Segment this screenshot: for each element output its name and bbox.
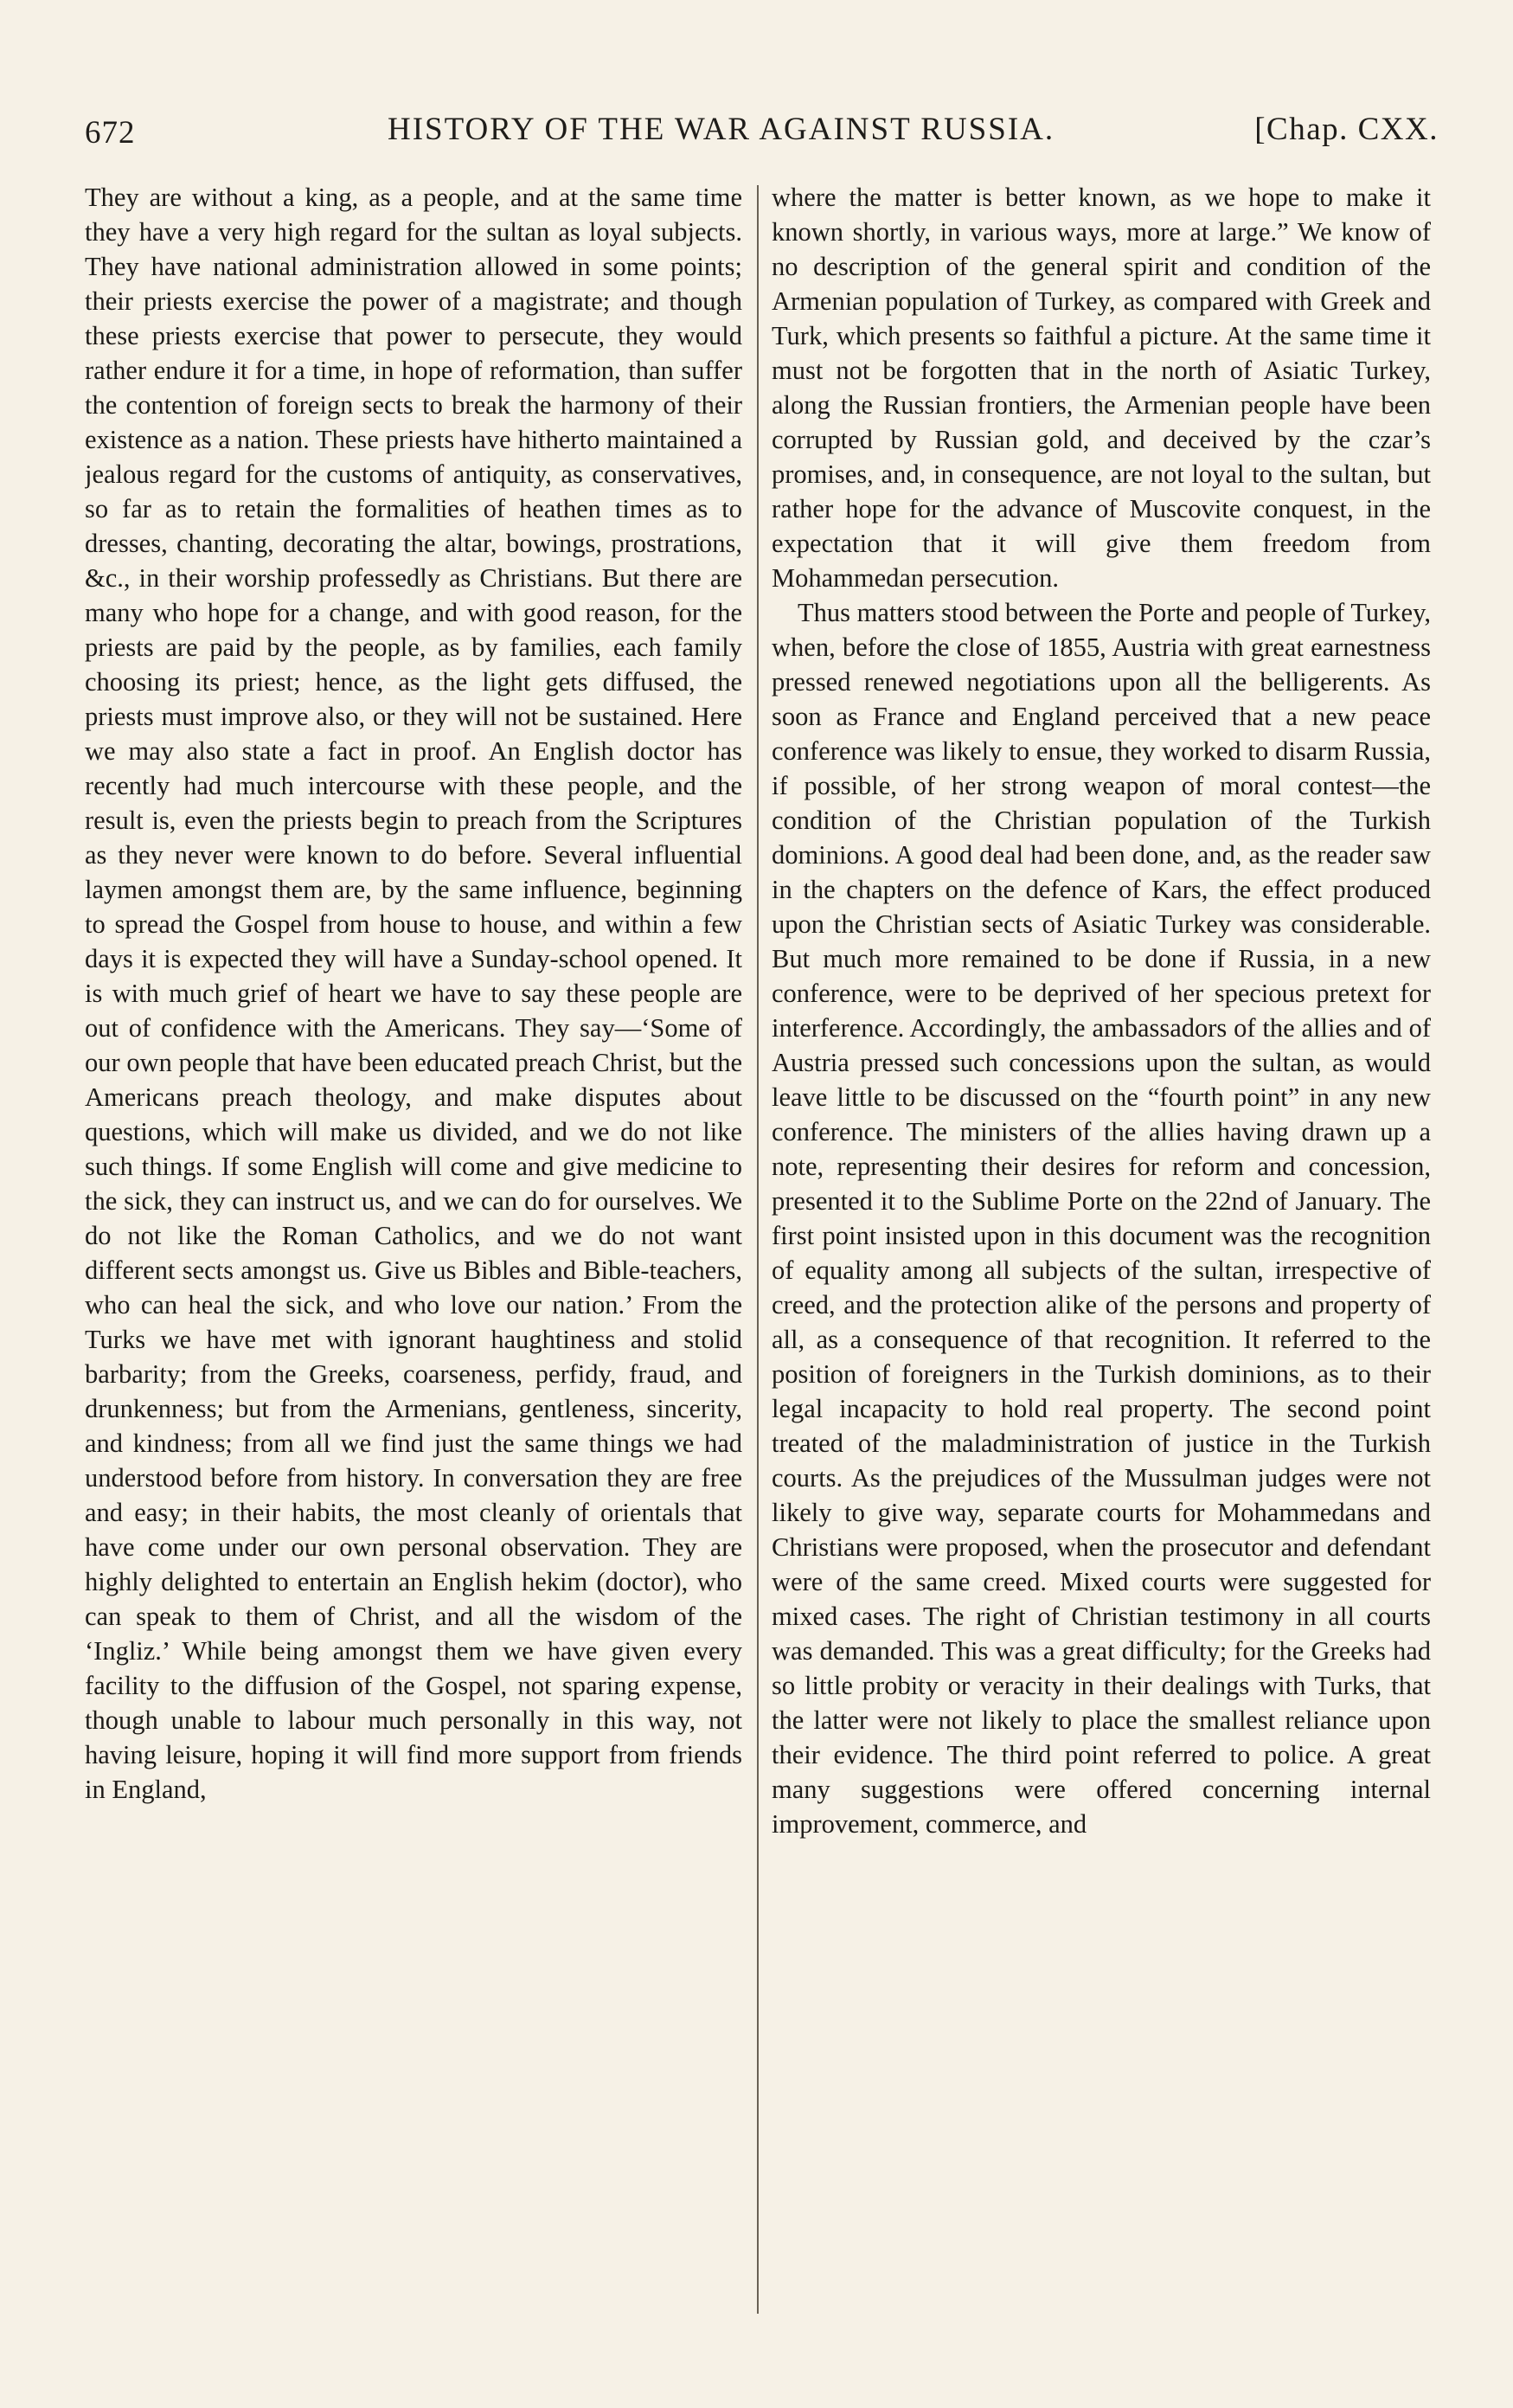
left-column — [85, 180, 742, 2317]
chapter-label: [Chap. CXX. — [1254, 112, 1439, 147]
left-paragraph-1: They are without a king, as a people, and at the same time they have a very high regard for the sultan as loyal subjects. They have national administration allowed in some points; their priests exercise the power of a magistrate; and though these priests exercise that power to persecute, they would rather endure it for a time, in hope of reformation, than suffer the contention of foreign sects to break the harmony of their existence as a nation. These priests have hitherto maintained a jealous regard for the customs of antiquity, as conservatives, so far as to retain the formalities of heathen times as to dresses, chanting, decorating the altar, bowings, prostrations, &c., in their worship professedly as Christians. But there are many who hope for a change, and with good reason, for the priests are paid by the people, as by families, each family choosing its priest; hence, as the light gets diffused, the priests must improve also, or they will not be sustained. Here we may also state a fact in proof. An English doctor has recently had much intercourse with these people, and the result is, even the priests begin to preach from the Scriptures as they never were known to do before. Several influential laymen amongst them are, by the same influence, beginning to spread the Gospel from house to house, and within a few days it is expected they will have a Sunday-school opened. It is with much grief of heart we have to say these people are out of confidence with the Americans. They say—‘Some of our own people that have been educated preach Christ, but the Americans preach theology, and make disputes about questions, which will make us divided, and we do not like such things. If some English will come and give medicine to the sick, they can instruct us, and we can do for ourselves. We do not like the Roman Catholics, and we do not want different sects amongst us. Give us Bibles and Bible-teachers, who can heal the sick, and who love our nation.’ From the Turks we have met with ignorant haughtiness and stolid barbarity; from the Greeks, coarseness, perfidy, fraud, and drunkenness; but from the Armenians, gentleness, sincerity, and kindness; from all we find just the same things we had understood before from history. In conversation they are free and easy; in their habits, the most cleanly of orientals that have come under our own personal observation. They are highly delighted to entertain an English hekim (doctor), who can speak to them of Christ, and all the wisdom of the ‘Ingliz.’ While being amongst them we have given every facility to the diffusion of the Gospel, not sparing expense, though unable to labour much personally in this way, not having leisure, hoping it will find more support from friends in England, — [85, 183, 742, 1804]
running-title: HISTORY OF THE WAR AGAINST RUSSIA. — [388, 112, 1055, 147]
running-header — [85, 111, 1439, 161]
page-number: 672 — [85, 115, 136, 151]
right-column — [772, 180, 1431, 2317]
column-divider — [757, 185, 759, 2314]
right-paragraph-1: where the matter is better known, as we hope to make it known shortly, in various ways, more at large.” We know of no description of the general spirit and condition of the Armenian population of Turkey, as compared with Greek and Turk, which presents so faithful a picture. At the same time it must not be forgotten that in the north of Asiatic Turkey, along the Russian frontiers, the Armenian people have been corrupted by Russian gold, and deceived by the czar’s promises, and, in consequence, are not loyal to the sultan, but rather hope for the advance of Muscovite conquest, in the expectation that it will give them freedom from Mohammedan persecution. — [772, 183, 1431, 593]
right-paragraph-2: Thus matters stood between the Porte and people of Turkey, when, before the close of 1855, Austria with great earnestness pressed renewed negotiations upon all the belligerents. As soon as France and England perceived that a new peace conference was likely to ensue, they worked to disarm Russia, if possible, of her strong weapon of moral contest—the condition of the Christian population of the Turkish dominions. A good deal had been done, and, as the reader saw in the chapters on the defence of Kars, the effect produced upon the Christian sects of Asiatic Turkey was considerable. But much more remained to be done if Russia, in a new conference, were to be deprived of her specious pretext for interference. Accordingly, the ambassadors of the allies and of Austria pressed such concessions upon the sultan, as would leave little to be discussed on the “fourth point” in any new conference. The ministers of the allies having drawn up a note, representing their desires for reform and concession, presented it to the Sublime Porte on the 22nd of January. The first point insisted upon in this document was the recognition of equality among all subjects of the sultan, irrespective of creed, and the protection alike of the persons and property of all, as a consequence of that recognition. It referred to the position of foreigners in the Turkish dominions, as to their legal incapacity to hold real property. The second point treated of the maladministration of justice in the Turkish courts. As the prejudices of the Mussulman judges were not likely to give way, separate courts for Mohammedans and Christians were proposed, when the prosecutor and defendant were of the same creed. Mixed courts were suggested for mixed cases. The right of Christian testimony in all courts was demanded. This was a great difficulty; for the Greeks had so little probity or veracity in their dealings with Turks, that the latter were not likely to place the smallest reliance upon their evidence. The third point referred to police. A great many suggestions were offered concerning internal improvement, commerce, and — [772, 598, 1431, 1839]
